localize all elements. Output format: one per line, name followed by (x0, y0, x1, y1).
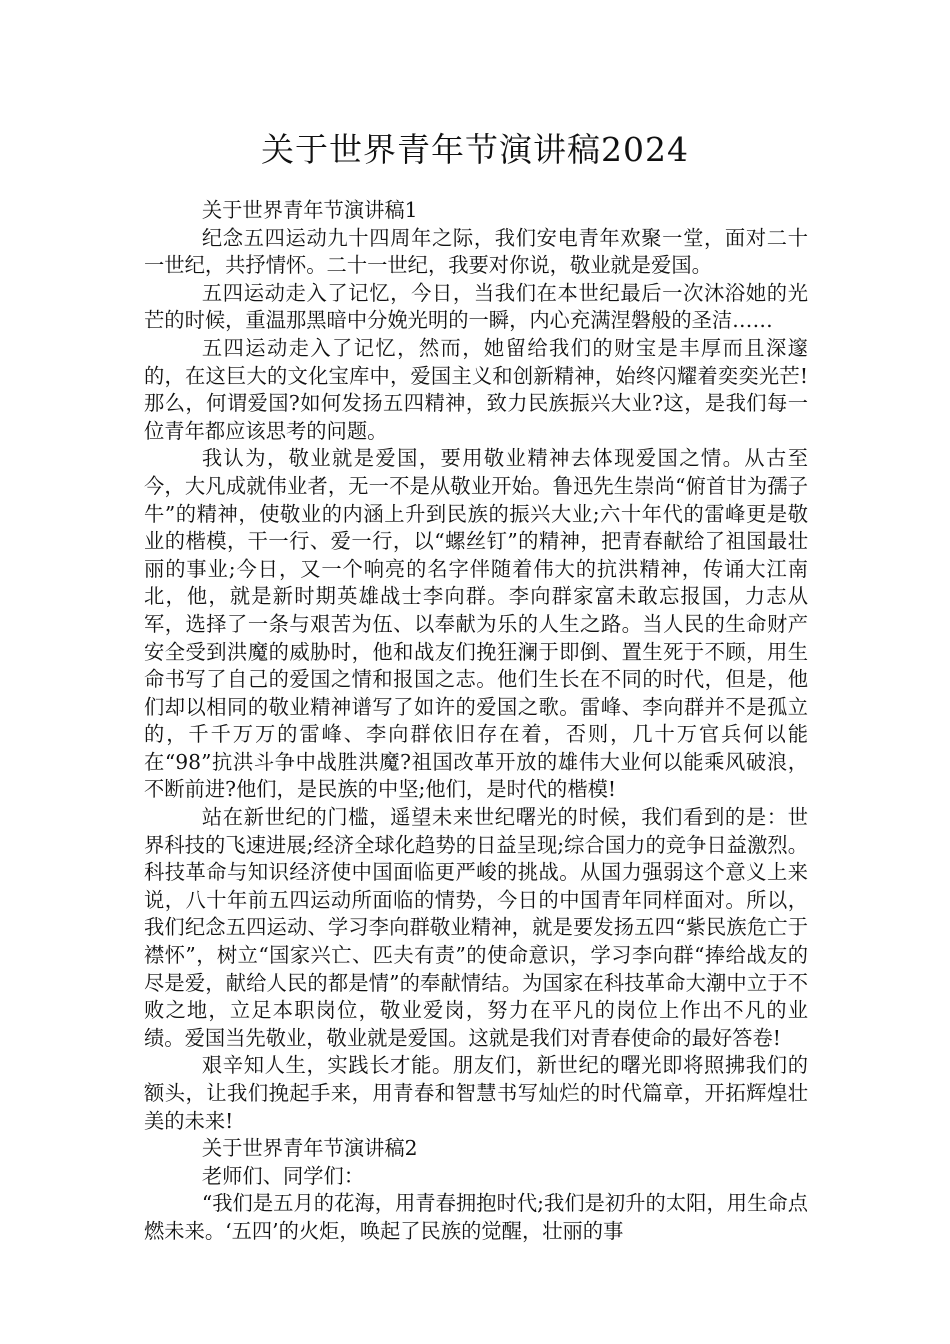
paragraph: 五四运动走入了记忆，今日，当我们在本世纪最后一次沐浴她的光芒的时候，重温那黑暗中分娩光明的一瞬，内心充满涅磐般的圣洁…… (144, 280, 808, 333)
section-heading: 关于世界青年节演讲稿2 (201, 1136, 418, 1161)
document-title: 关于世界青年节演讲稿2024 (261, 130, 689, 169)
paragraph: 我认为，敬业就是爱国，要用敬业精神去体现爱国之情。从古至今，大凡成就伟业者，无一不是从敬业开始。鲁迅先生崇尚“俯首甘为孺子牛”的精神，使敬业的内涵上升到民族的振兴大业;六十年代的雷峰更是敬业的楷模，干一行、爱一行，以“螺丝钉”的精神，把青春献给了祖国最壮丽的事业;今日，又一个响亮的名字伴随着伟大的抗洪精神，传诵大江南北，他，就是新时期英雄战士李向群。李向群家富未敢忘报国，力志从军，选择了一条与艰苦为伍、以奉献为乐的人生之路。当人民的生命财产安全受到洪魔的威胁时，他和战友们挽狂澜于即倒、置生死于不顾，用生命书写了自己的爱国之情和报国之志。他们生长在不同的时代，但是，他们却以相同的敬业精神谱写了如许的爱国之歌。雷峰、李向群并不是孤立的，千千万万的雷峰、李向群依旧存在着，否则，几十万官兵何以能在“98”抗洪斗争中战胜洪魔?祖国改革开放的雄伟大业何以能乘风破浪，不断前进?他们，是民族的中坚;他们，是时代的楷模! (144, 446, 808, 802)
document-body (144, 197, 808, 1246)
paragraph: 艰辛知人生，实践长才能。朋友们，新世纪的曙光即将照拂我们的额头，让我们挽起手来，用青春和智慧书写灿烂的时代篇章，开拓辉煌壮美的未来! (144, 1053, 808, 1133)
paragraph: 站在新世纪的门槛，遥望未来世纪曙光的时候，我们看到的是：世界科技的飞速进展;经济全球化趋势的日益呈现;综合国力的竞争日益激烈。科技革命与知识经济使中国面临更严峻的挑战。从国力强弱这个意义上来说，八十年前五四运动所面临的情势，今日的中国青年同样面对。所以，我们纪念五四运动、学习李向群敬业精神，就是要发扬五四“紫民族危亡于襟怀”，树立“国家兴亡、匹夫有责”的使命意识，学习李向群“捧给战友的尽是爱，献给人民的都是情”的奉献情结。为国家在科技革命大潮中立于不败之地，立足本职岗位，敬业爱岗，努力在平凡的岗位上作出不凡的业绩。爱国当先敬业，敬业就是爱国。这就是我们对青春使命的最好答卷! (144, 805, 808, 1050)
paragraph: “我们是五月的花海，用青春拥抱时代;我们是初升的太阳，用生命点燃未来。‘五四’的火炬，唤起了民族的觉醒，壮丽的事 (144, 1191, 808, 1243)
section-heading: 关于世界青年节演讲稿1 (201, 198, 418, 222)
paragraph: 五四运动走入了记忆，然而，她留给我们的财宝是丰厚而且深邃的，在这巨大的文化宝库中，爱国主义和创新精神，始终闪耀着奕奕光芒!那么，何谓爱国?如何发扬五四精神，致力民族振兴大业?这，是我们每一位青年都应该思考的问题。 (144, 335, 808, 443)
paragraph: 纪念五四运动九十四周年之际，我们安电青年欢聚一堂，面对二十一世纪，共抒情怀。二十一世纪，我要对你说，敬业就是爱国。 (144, 225, 808, 278)
salutation: 老师们、同学们： (201, 1163, 365, 1188)
